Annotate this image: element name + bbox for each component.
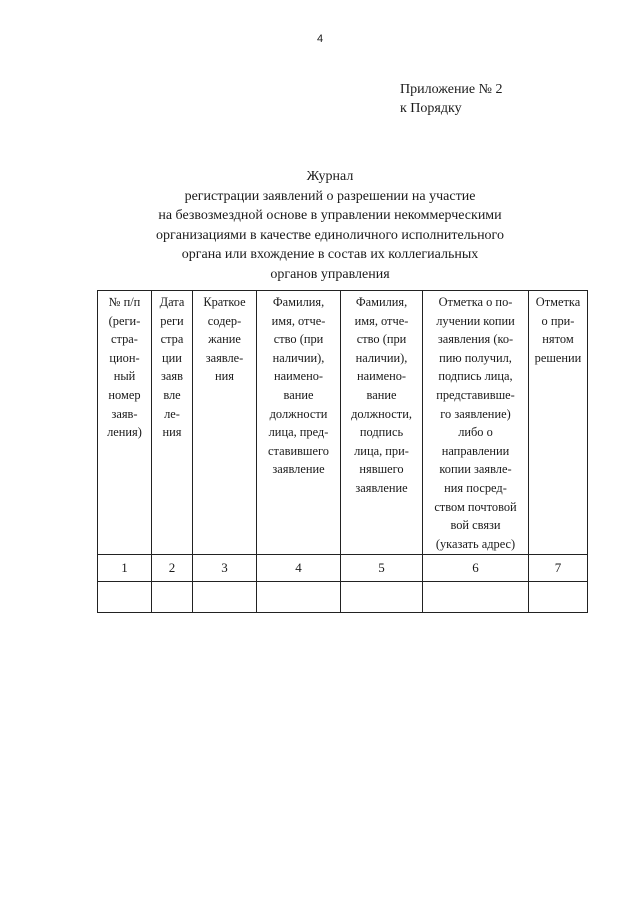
header-registration-date: Дата реги стра ции заяв вле ле- ния xyxy=(152,291,193,555)
empty-cell xyxy=(152,582,193,613)
header-submitter: Фамилия, имя, отче- ство (при наличии), наимено- вание должности лица, пред- ставившего заявление xyxy=(257,291,341,555)
empty-cell xyxy=(423,582,529,613)
column-number: 6 xyxy=(423,555,529,582)
column-number: 4 xyxy=(257,555,341,582)
title-line: органов управления xyxy=(270,266,390,282)
appendix-line-2: к Порядку xyxy=(400,101,462,116)
header-decision: Отметка о при- нятом решении xyxy=(529,291,588,555)
table-header-row xyxy=(98,291,588,555)
empty-cell xyxy=(341,582,423,613)
title-line: организациями в качестве единоличного исполнительного xyxy=(156,227,504,243)
header-summary: Краткое содер- жание заявле- ния xyxy=(193,291,257,555)
column-number: 7 xyxy=(529,555,588,582)
column-number: 3 xyxy=(193,555,257,582)
appendix-line-1: Приложение № 2 xyxy=(400,82,503,97)
journal-title xyxy=(120,167,540,285)
column-number: 5 xyxy=(341,555,423,582)
appendix-reference xyxy=(400,80,503,118)
title-line: Журнал xyxy=(306,169,354,184)
empty-entry-row xyxy=(98,582,588,613)
title-line: органа или вхождение в состав их коллегиальных xyxy=(181,247,479,263)
column-number: 1 xyxy=(98,555,152,582)
title-line: на безвозмездной основе в управлении некоммерческими xyxy=(158,208,502,224)
empty-cell xyxy=(529,582,588,613)
header-copy-receipt: Отметка о по- лучении копии заявления (ко- пию получил, подпись лица, представивше- го заявление) либо о направлении копии заявле- ния посред- ством почтовой вой связи (указать адрес) xyxy=(423,291,529,555)
empty-cell xyxy=(257,582,341,613)
registration-journal-table xyxy=(97,290,588,613)
page-number: 4 xyxy=(316,33,324,45)
title-line: регистрации заявлений о разрешении на участие xyxy=(184,188,476,204)
header-registration-number: № п/п (реги- стра- цион- ный номер заяв- ления) xyxy=(98,291,152,555)
column-number-row xyxy=(98,555,588,582)
empty-cell xyxy=(193,582,257,613)
empty-cell xyxy=(98,582,152,613)
column-number: 2 xyxy=(152,555,193,582)
header-receiver: Фамилия, имя, отче- ство (при наличии), наимено- вание должности, подпись лица, при- нявшего заявление xyxy=(341,291,423,555)
